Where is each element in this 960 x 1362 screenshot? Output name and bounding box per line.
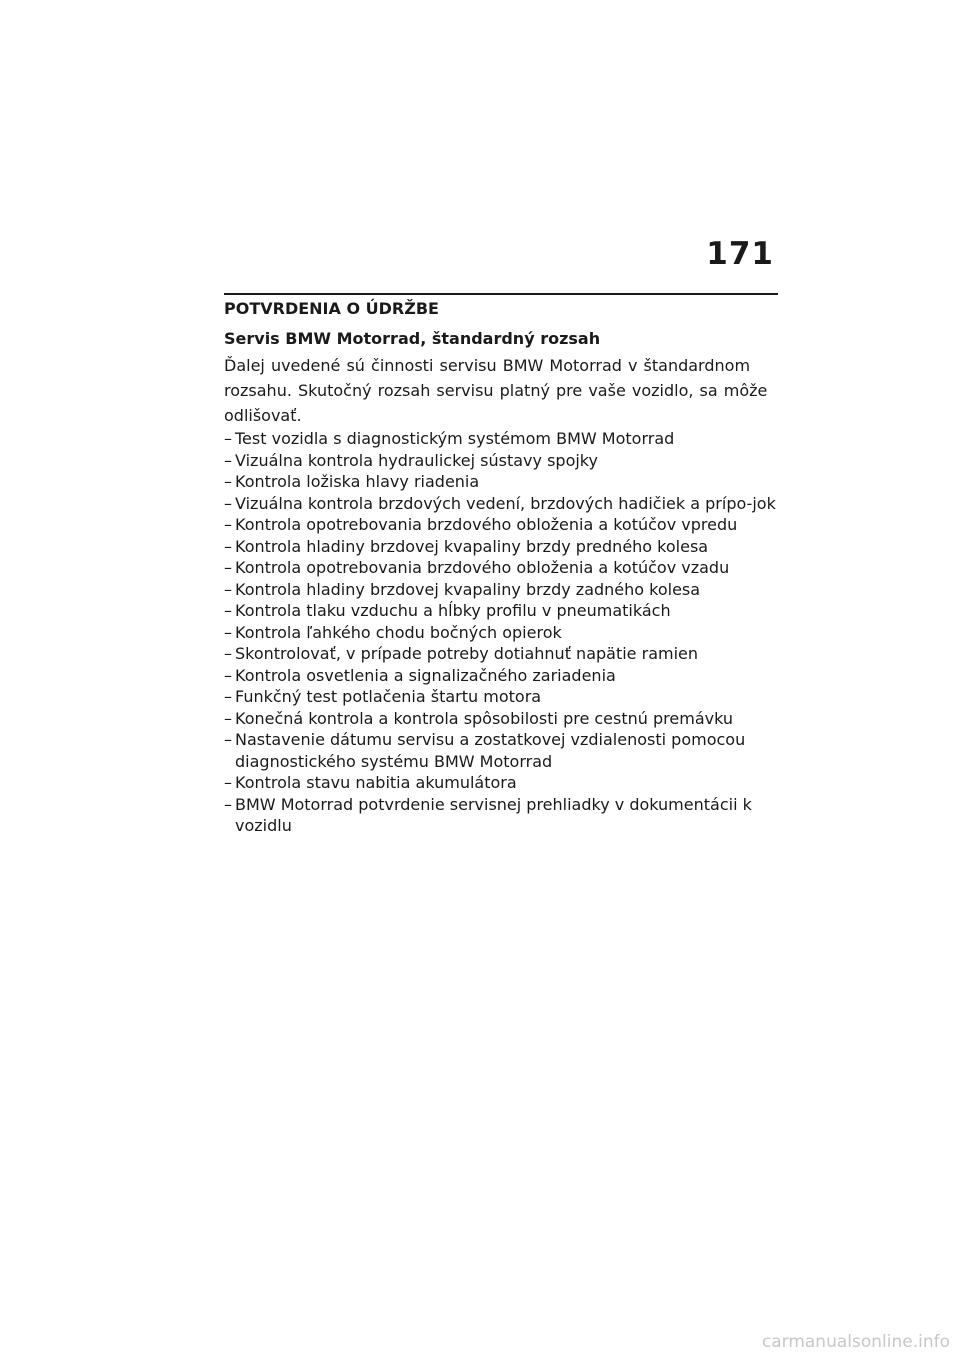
service-subtitle: Servis BMW Motorrad, štandardný rozsah: [224, 329, 601, 348]
list-item: – Funkčný test potlačenia štartu motora: [224, 686, 778, 708]
list-item: – Kontrola osvetlenia a signalizačného zariadenia: [224, 665, 778, 687]
list-item: – Kontrola hladiny brzdovej kvapaliny brzdy zadného kolesa: [224, 579, 778, 601]
list-item: – Kontrola opotrebovania brzdového obloženia a kotúčov vpredu: [224, 514, 778, 536]
list-item: – BMW Motorrad potvrdenie servisnej prehliadky v dokumentácii k vozidlu: [224, 794, 778, 837]
list-item: – Kontrola ložiska hlavy riadenia: [224, 471, 778, 493]
page-number: 171: [706, 236, 774, 272]
watermark-footer: carmanualsonline.info: [761, 1332, 950, 1352]
list-item: – Kontrola tlaku vzduchu a hĺbky profilu v pneumatikách: [224, 600, 778, 622]
intro-paragraph: Ďalej uvedené sú činnosti servisu BMW Motorrad v štandardnom rozsahu. Skutočný rozsah servisu platný pre vaše vozidlo, sa môže odlišovať.: [224, 356, 768, 425]
list-item: – Kontrola hladiny brzdovej kvapaliny brzdy predného kolesa: [224, 536, 778, 558]
list-item: – Test vozidla s diagnostickým systémom BMW Motorrad: [224, 428, 778, 450]
section-title: POTVRDENIA O ÚDRŽBE: [224, 299, 439, 318]
list-item: – Kontrola stavu nabitia akumulátora: [224, 772, 778, 794]
list-item: – Vizuálna kontrola brzdových vedení, brzdových hadičiek a prípo-jok: [224, 493, 778, 515]
list-item: – Nastavenie dátumu servisu a zostatkovej vzdialenosti pomocou diagnostického systému BMW Motorrad: [224, 729, 778, 772]
list-item: – Skontrolovať, v prípade potreby dotiahnuť napätie ramien: [224, 643, 778, 665]
list-item: – Kontrola opotrebovania brzdového obloženia a kotúčov vzadu: [224, 557, 778, 579]
list-item: – Kontrola ľahkého chodu bočných opierok: [224, 622, 778, 644]
service-items-list: [224, 428, 778, 837]
list-item: – Konečná kontrola a kontrola spôsobilosti pre cestnú premávku: [224, 708, 778, 730]
page-content: [224, 297, 778, 837]
list-item: – Vizuálna kontrola hydraulickej sústavy spojky: [224, 450, 778, 472]
header-rule: [224, 293, 778, 295]
